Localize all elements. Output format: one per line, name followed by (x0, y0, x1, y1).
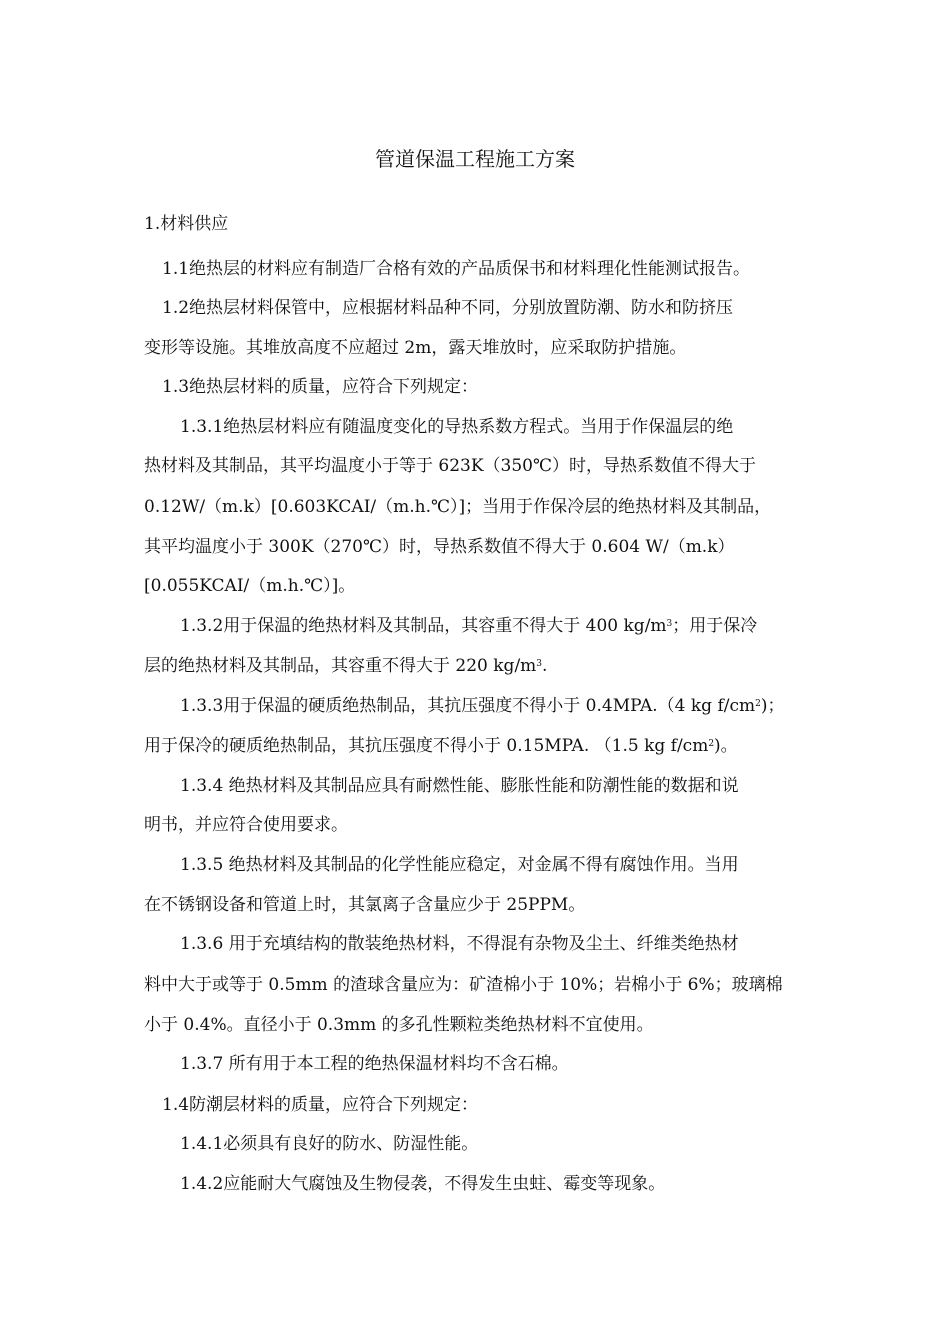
text-span: 1.3.3用于保温的硬质绝热制品，其抗压强度不得小于 0.4MPA.（4 kg f/cm (180, 696, 756, 716)
text-span: ；用于保冷 (672, 616, 758, 636)
document-title: 管道保温工程施工方案 (375, 147, 575, 171)
paragraph-line: 1.3.6 用于充填结构的散装绝热材料，不得混有杂物及尘土、纤维类绝热材 (180, 934, 739, 954)
paragraph-line: 1.4.2应能耐大气腐蚀及生物侵袭，不得发生虫蛀、霉变等现象。 (180, 1174, 666, 1194)
paragraph-line: 1.2绝热层材料保管中，应根据材料品种不同，分别放置防潮、防水和防挤压 (162, 298, 734, 318)
paragraph-line (144, 732, 738, 760)
paragraph-line: 1.3.7 所有用于本工程的绝热保温材料均不含石棉。 (180, 1054, 569, 1074)
paragraph-line (144, 652, 547, 680)
paragraph-line: 明书，并应符合使用要求。 (144, 815, 348, 835)
paragraph-line: 1.4.1必须具有良好的防水、防湿性能。 (180, 1134, 479, 1154)
text-span: 1.3.2用于保温的绝热材料及其制品，其容重不得大于 400 kg/m (180, 616, 667, 636)
paragraph-line: 料中大于或等于 0.5mm 的渣球含量应为：矿渣棉小于 10%；岩棉小于 6%；玻璃棉 (144, 975, 783, 995)
text-span: 层的绝热材料及其制品，其容重不得大于 220 kg/m (144, 656, 537, 676)
paragraph-line: 小于 0.4%。直径小于 0.3mm 的多孔性颗粒类绝热材料不宜使用。 (144, 1015, 654, 1035)
section-heading: 1.材料供应 (144, 214, 229, 234)
text-span: . (542, 656, 548, 676)
superscript: 2 (755, 699, 761, 709)
text-span: 用于保冷的硬质绝热制品，其抗压强度不得小于 0.15MPA. （1.5 kg f/cm (144, 736, 709, 756)
paragraph-line: 1.3绝热层材料的质量，应符合下列规定： (162, 377, 479, 397)
paragraph-line: 热材料及其制品，其平均温度小于等于 623K（350℃）时，导热系数值不得大于 (144, 456, 757, 476)
paragraph-line (180, 692, 785, 720)
paragraph-line: [0.055KCAI/（m.h.℃）]。 (144, 576, 356, 596)
paragraph-line (180, 612, 757, 640)
paragraph-line: 1.4防潮层材料的质量，应符合下列规定： (162, 1095, 479, 1115)
paragraph-line: 0.12W/（m.k）[0.603KCAI/（m.h.℃）]；当用于作保冷层的绝热材料及其制品， (144, 497, 772, 517)
paragraph-line: 1.3.1绝热层材料应有随温度变化的导热系数方程式。当用于作保温层的绝 (180, 417, 734, 437)
paragraph-line: 1.3.4 绝热材料及其制品应具有耐燃性能、膨胀性能和防潮性能的数据和说 (180, 776, 739, 796)
text-span: )； (760, 696, 785, 716)
paragraph-line: 其平均温度小于 300K（270℃）时，导热系数值不得大于 0.604 W/（m.k） (144, 537, 735, 557)
paragraph-line: 变形等设施。其堆放高度不应超过 2m，露天堆放时，应采取防护措施。 (144, 338, 687, 358)
paragraph-line: 在不锈钢设备和管道上时，其氯离子含量应少于 25PPM。 (144, 895, 586, 915)
paragraph-line: 1.3.5 绝热材料及其制品的化学性能应稳定，对金属不得有腐蚀作用。当用 (180, 855, 739, 875)
paragraph-line: 1.1绝热层的材料应有制造厂合格有效的产品质保书和材料理化性能测试报告。 (162, 259, 751, 279)
text-span: )。 (714, 736, 738, 756)
superscript: 3 (536, 659, 543, 669)
superscript: 2 (708, 739, 715, 749)
superscript: 3 (666, 619, 673, 629)
